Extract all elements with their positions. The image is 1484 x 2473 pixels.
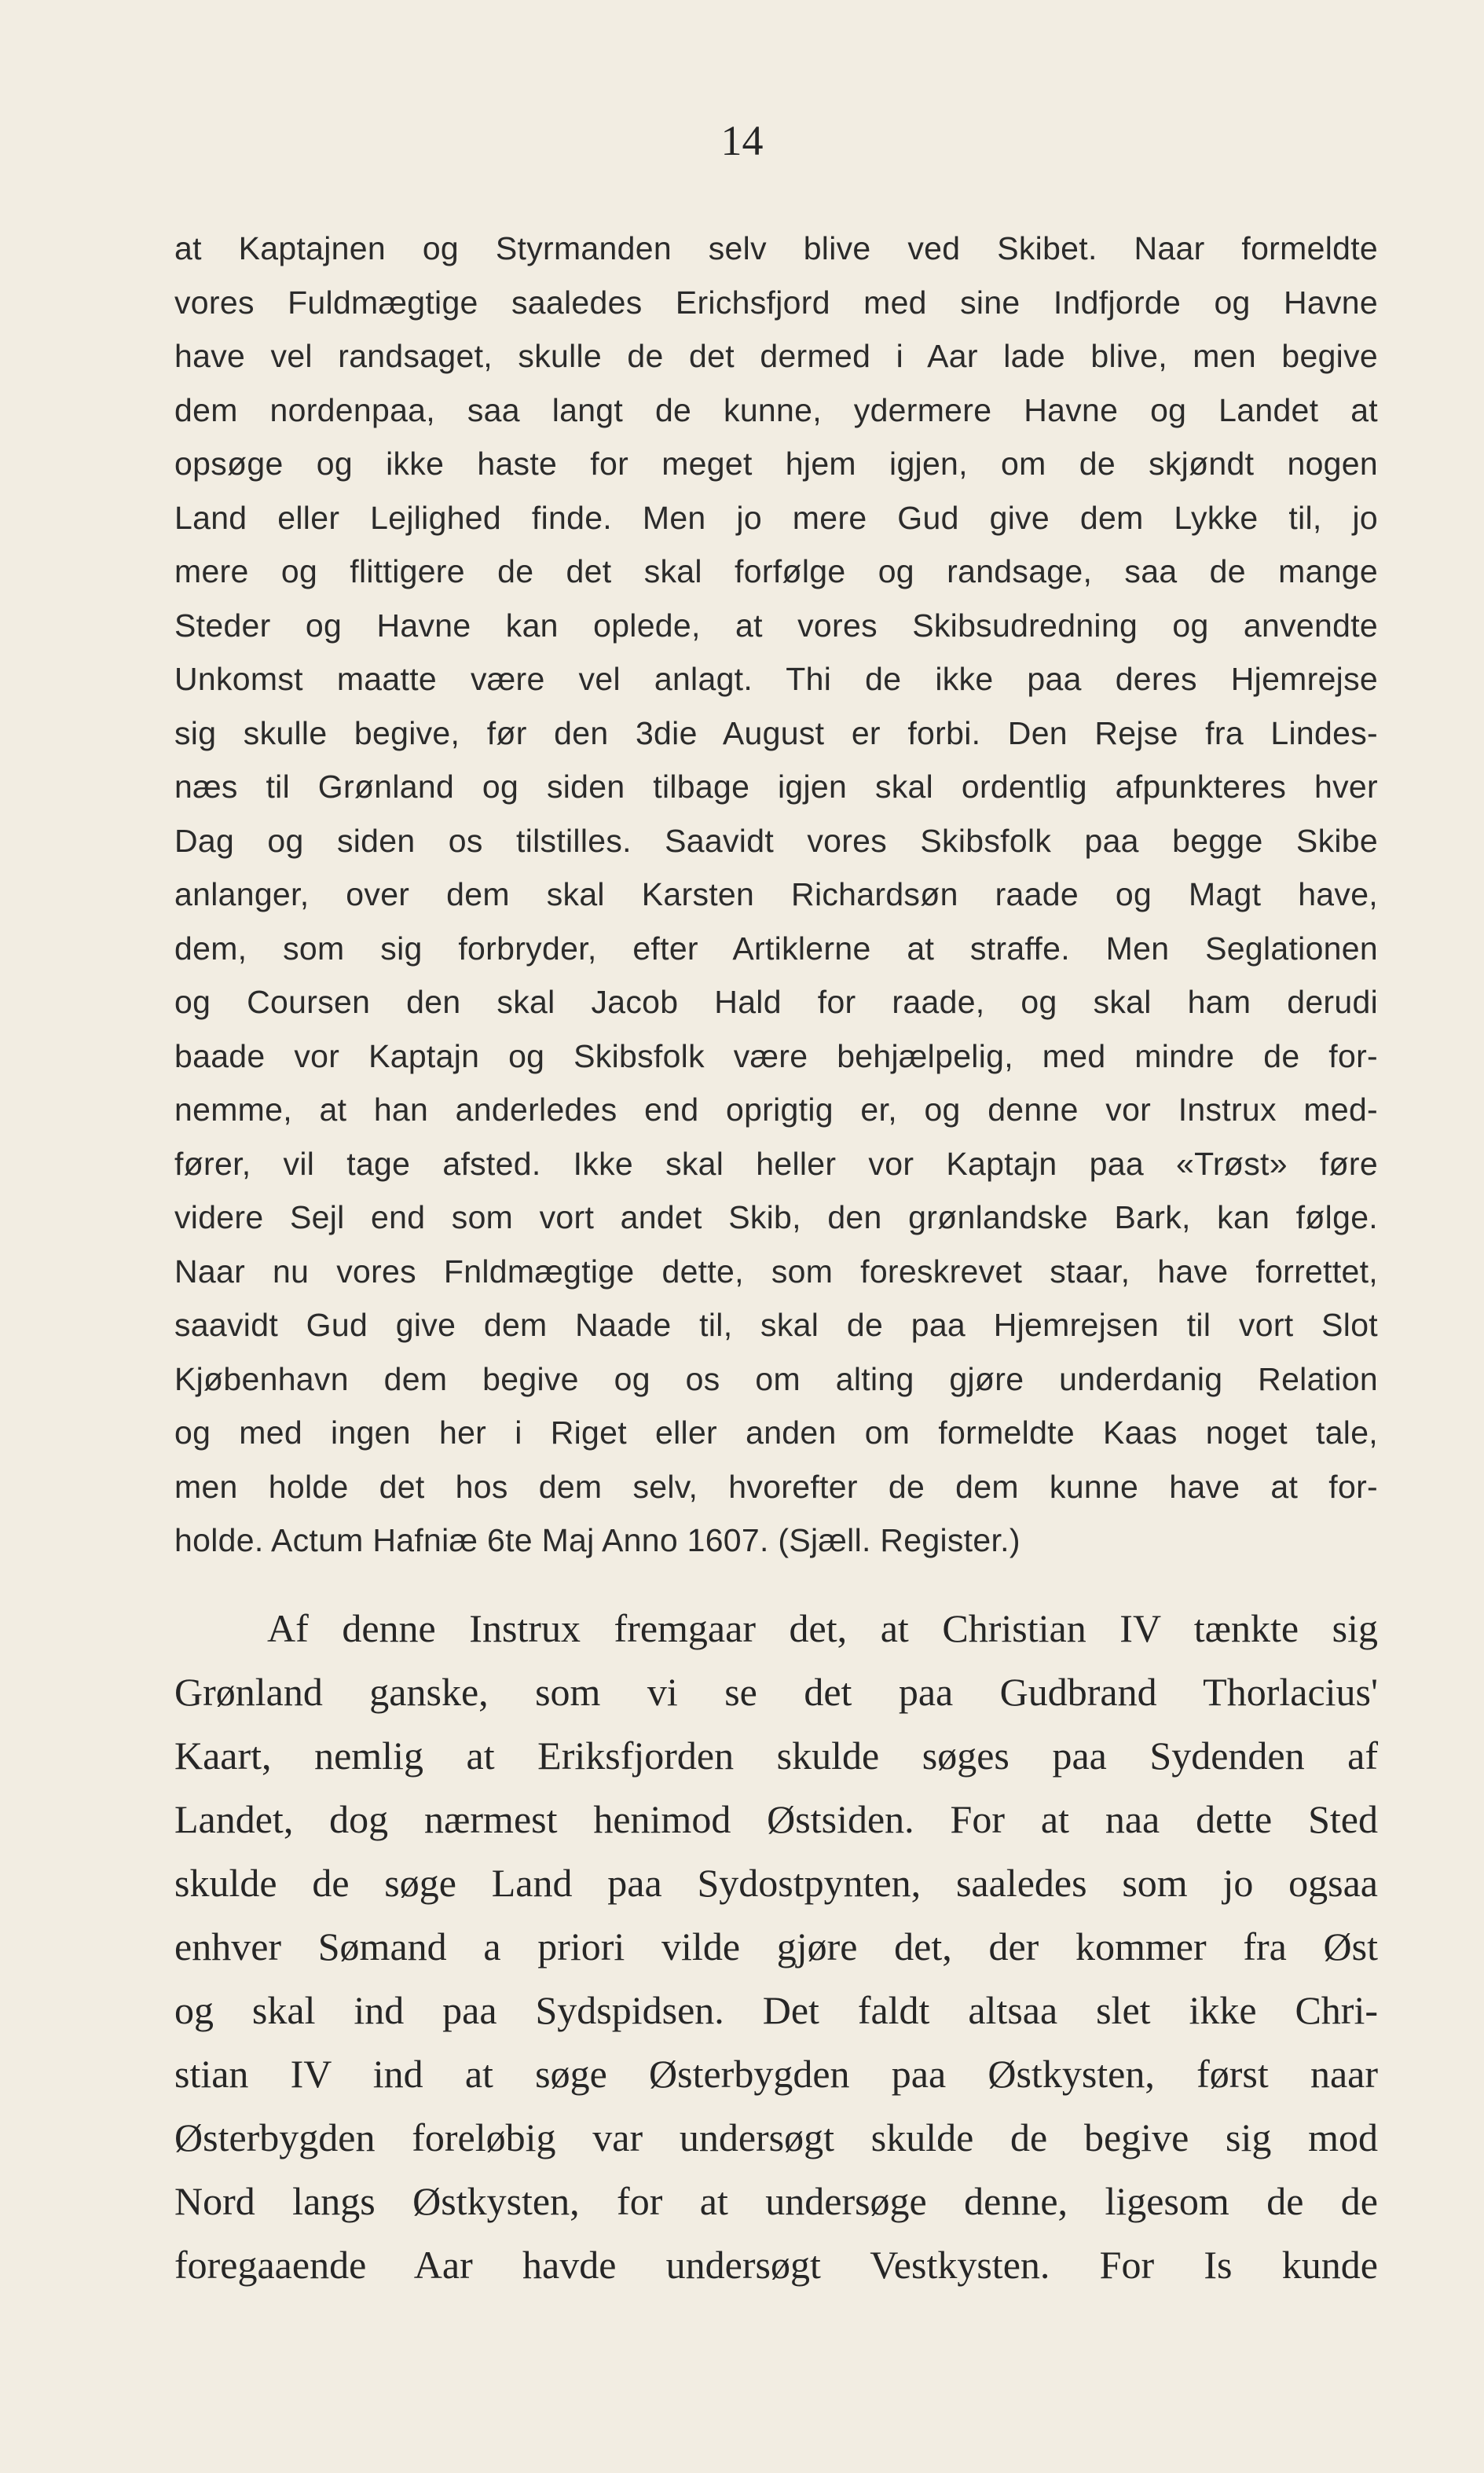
text-line: saavidt Gud give dem Naade til, skal de paa Hjemrejsen til vort Slot [174, 1307, 1378, 1343]
text-line: nemme, at han anderledes end oprigtig er, og denne vor Instrux med- [174, 1092, 1378, 1128]
text-line: foregaaende Aar havde undersøgt Vestkysten. For Is kunde [174, 2243, 1378, 2287]
text-line: enhver Sømand a priori vilde gjøre det, der kommer fra Øst [174, 1924, 1378, 1968]
text-line: Naar nu vores Fnldmægtige dette, som foreskrevet staar, have forrettet, [174, 1253, 1378, 1290]
paragraph-instrux-quote [174, 222, 1378, 1568]
paragraph-commentary [174, 1597, 1378, 2297]
text-line: Grønland ganske, som vi se det paa Gudbrand Thorlacius' [174, 1670, 1378, 1714]
text-line: men holde det hos dem selv, hvorefter de dem kunne have at for- [174, 1468, 1378, 1505]
text-line: anlanger, over dem skal Karsten Richardsøn raade og Magt have, [174, 876, 1378, 912]
text-line: holde. Actum Hafniæ 6te Maj Anno 1607. (Sjæll. Register.) [174, 1522, 1020, 1558]
text-line: Af denne Instrux fremgaar det, at Christian IV tænkte sig [267, 1606, 1378, 1650]
text-line: Nord langs Østkysten, for at undersøge denne, ligesom de de [174, 2179, 1378, 2223]
text-line: have vel randsaget, skulle de det dermed i Aar lade blive, men begive [174, 338, 1378, 374]
text-line: Dag og siden os tilstilles. Saavidt vores Skibsfolk paa begge Skibe [174, 822, 1378, 859]
text-line: og med ingen her i Riget eller anden om formeldte Kaas noget tale, [174, 1414, 1378, 1451]
text-line: baade vor Kaptajn og Skibsfolk være behjælpelig, med mindre de for- [174, 1037, 1378, 1074]
text-line: Land eller Lejlighed finde. Men jo mere Gud give dem Lykke til, jo [174, 499, 1378, 536]
text-line: videre Sejl end som vort andet Skib, den grønlandske Bark, kan følge. [174, 1199, 1378, 1235]
text-line: dem, som sig forbryder, efter Artiklerne at straffe. Men Seglationen [174, 930, 1378, 967]
text-line: skulde de søge Land paa Sydostpynten, saaledes som jo ogsaa [174, 1861, 1378, 1905]
text-line: Østerbygden foreløbig var undersøgt skulde de begive sig mod [174, 2115, 1378, 2159]
text-line: næs til Grønland og siden tilbage igjen skal ordentlig afpunkteres hver [174, 769, 1378, 805]
text-line: Landet, dog nærmest henimod Østsiden. For at naa dette Sted [174, 1797, 1378, 1841]
text-line: dem nordenpaa, saa langt de kunne, ydermere Havne og Landet at [174, 391, 1378, 428]
text-line: Steder og Havne kan oplede, at vores Skibsudredning og anvendte [174, 607, 1378, 644]
text-line: Kaart, nemlig at Eriksfjorden skulde søges paa Sydenden af [174, 1734, 1378, 1778]
page-number: 14 [720, 117, 764, 164]
text-line: fører, vil tage afsted. Ikke skal heller vor Kaptajn paa «Trøst» føre [174, 1145, 1378, 1182]
text-line: at Kaptajnen og Styrmanden selv blive ved Skibet. Naar formeldte [174, 230, 1378, 266]
text-line: mere og flittigere de det skal forfølge og randsage, saa de mange [174, 553, 1378, 589]
text-line: og Coursen den skal Jacob Hald for raade, og skal ham derudi [174, 984, 1378, 1020]
text-line: Unkomst maatte være vel anlagt. Thi de ikke paa deres Hjemrejse [174, 661, 1378, 697]
text-line: Kjøbenhavn dem begive og os om alting gjøre underdanig Relation [174, 1360, 1378, 1397]
text-line: stian IV ind at søge Østerbygden paa Østkysten, først naar [174, 2052, 1378, 2096]
text-line: og skal ind paa Sydspidsen. Det faldt altsaa slet ikke Chri- [174, 1988, 1378, 2032]
text-line: sig skulle begive, før den 3die August er forbi. Den Rejse fra Lindes- [174, 714, 1378, 751]
text-line: opsøge og ikke haste for meget hjem igjen, om de skjøndt nogen [174, 446, 1378, 482]
text-line: vores Fuldmægtige saaledes Erichsfjord med sine Indfjorde og Havne [174, 284, 1378, 321]
